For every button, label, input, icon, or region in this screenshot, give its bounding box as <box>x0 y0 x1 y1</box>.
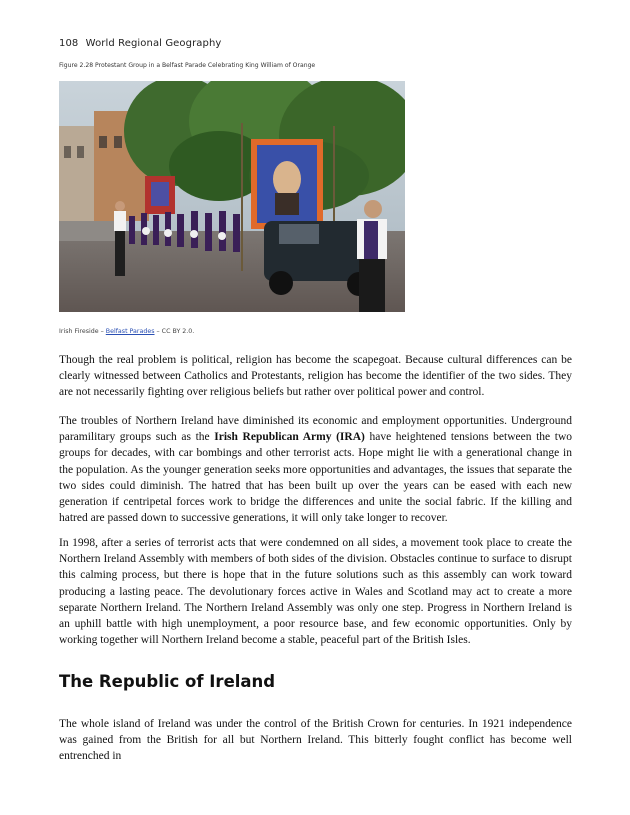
parade-photo <box>59 81 405 312</box>
credit-prefix: Irish Fireside – <box>59 328 106 335</box>
ira-term: Irish Republican Army (IRA) <box>214 431 365 444</box>
page-number: 108 <box>59 38 79 49</box>
belfast-parades-link[interactable]: Belfast Parades <box>105 328 155 335</box>
paragraph-2 <box>59 413 572 526</box>
paragraph-1: Though the real problem is political, religion has become the scapegoat. Because cultural differences can be clearly witnessed between Catholics and Protestants, religion has become the identifier of the two sides. They are not necessarily fighting over religious beliefs but rather over political power and control. <box>59 354 572 399</box>
figure-caption: Figure 2.28 Protestant Group in a Belfast Parade Celebrating King William of Orange <box>59 62 316 69</box>
book-title: World Regional Geography <box>85 38 222 49</box>
paragraph-3: In 1998, after a series of terrorist acts that were condemned on all sides, a movement took place to create the Northern Ireland Assembly with members of both sides of the division. Obstacles continue to surface to disrupt this calming process, but there is hope that in the future solutions such as this assembly can work toward producing a lasting peace. The devolutionary forces active in Wales and Scotland may act to create a more separate Northern Ireland. The Northern Ireland Assembly was only one step. Progress in Northern Ireland is an uphill battle with high unemployment, a poor resource base, and few economic opportunities. Only by working together will Northern Ireland become a stable, peaceful part of the British Isles. <box>59 537 572 647</box>
paragraph-2-end: have heightened tensions between the two groups for decades, with car bombings and other terrorist acts. Hope might lie with a generational change in the population. As the younger generation seeks more opportunities and advantages, the issues that separate the two sides could diminish. The hatred that has been built up over the years can be eased with each new generation if centripetal forces work to bridge the differences and unite the social fabric. If the killing and hatred are passed down to successive generations, it will only take longer to recover. <box>59 431 573 525</box>
parade-photo-illustration <box>59 81 405 312</box>
paragraph-2-start: The troubles of Northern Ireland have diminished its economic and employment opportunities. Underground paramilitary groups such as the <box>59 415 572 444</box>
paragraph-4: The whole island of Ireland was under the control of the British Crown for centuries. In 1921 independence was gained from the British for all but Northern Ireland. This bitterly fought conflict has become well entrenched in <box>59 718 572 763</box>
photo-credit <box>59 328 194 335</box>
running-head <box>59 38 221 49</box>
credit-suffix: – CC BY 2.0. <box>154 328 195 335</box>
section-heading: The Republic of Ireland <box>59 672 276 691</box>
